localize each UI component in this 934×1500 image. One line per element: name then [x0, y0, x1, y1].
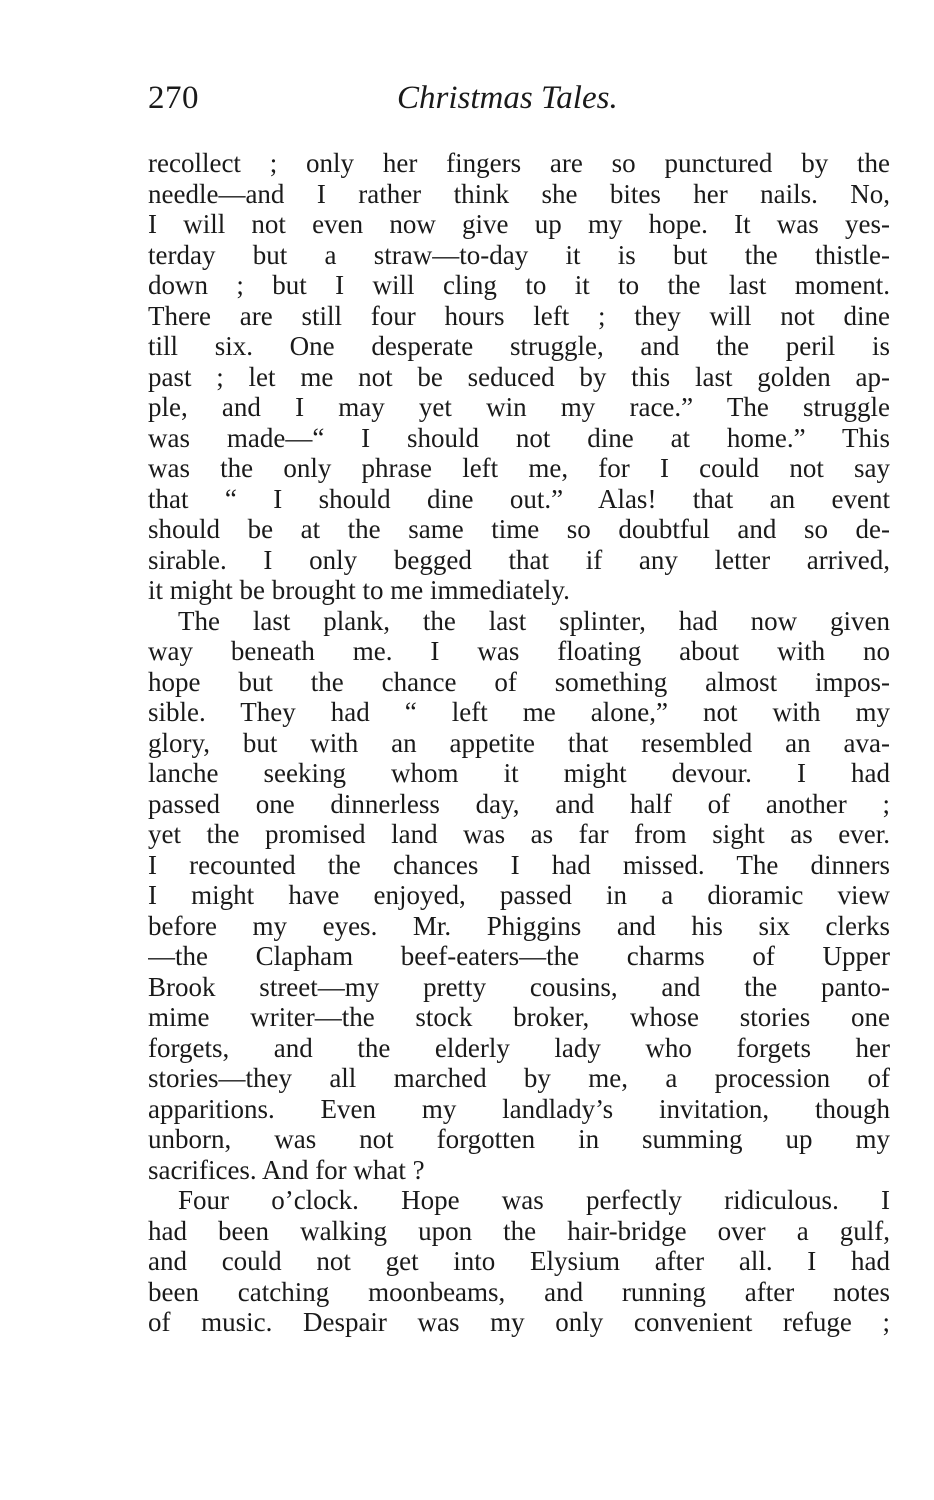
text-line: recollect ; only her fingers are so punctured by the	[148, 148, 890, 178]
running-title: Christmas Tales.	[397, 80, 618, 116]
text-line: it might be brought to me immediately.	[148, 575, 570, 605]
text-line: that “ I should dine out.” Alas! that an event	[148, 483, 890, 514]
text-line: sible. They had “ left me alone,” not with my	[148, 697, 890, 727]
text-line: yet the promised land was as far from sight as ever.	[148, 819, 890, 849]
text-line: unborn, was not forgotten in summing up my	[148, 1124, 890, 1154]
text-line: I will not even now give up my hope. It was yes-	[148, 209, 890, 239]
text-line: glory, but with an appetite that resembled an ava-	[148, 727, 890, 758]
page-number: 270	[148, 80, 199, 116]
running-header	[148, 80, 890, 124]
text-line: and could not get into Elysium after all. I had	[148, 1246, 890, 1276]
text-line: down ; but I will cling to it to the last moment.	[148, 270, 890, 300]
text-line: past ; let me not be seduced by this last golden ap-	[148, 361, 890, 392]
text-line: terday but a straw—to-day it is but the thistle-	[148, 239, 890, 270]
text-line: hope but the chance of something almost impos-	[148, 666, 890, 697]
text-line: been catching moonbeams, and running after notes	[148, 1276, 890, 1307]
text-line: apparitions. Even my landlady’s invitation, though	[148, 1093, 890, 1124]
text-line: The last plank, the last splinter, had now given	[178, 605, 890, 636]
body-text	[148, 148, 890, 1338]
text-line: needle—and I rather think she bites her nails. No,	[148, 178, 890, 209]
text-line: till six. One desperate struggle, and the peril is	[148, 331, 890, 361]
text-line: —the Clapham beef-eaters—the charms of Upper	[148, 941, 890, 971]
text-line: way beneath me. I was floating about with no	[148, 636, 890, 666]
text-line: was made—“ I should not dine at home.” This	[148, 422, 890, 453]
text-line: was the only phrase left me, for I could not say	[148, 453, 890, 483]
text-line: of music. Despair was my only convenient refuge ;	[148, 1307, 890, 1337]
text-line: I recounted the chances I had missed. The dinners	[148, 849, 890, 880]
text-line: Brook street—my pretty cousins, and the panto-	[148, 971, 890, 1002]
text-line: lanche seeking whom it might devour. I had	[148, 758, 890, 788]
text-line: had been walking upon the hair-bridge over a gulf,	[148, 1215, 890, 1246]
text-line: I might have enjoyed, passed in a dioramic view	[148, 880, 890, 910]
text-line: should be at the same time so doubtful and so de-	[148, 514, 890, 544]
text-line: Four o’clock. Hope was perfectly ridiculous. I	[178, 1185, 890, 1215]
text-line: passed one dinnerless day, and half of another ;	[148, 788, 890, 819]
text-line: There are still four hours left ; they will not dine	[148, 300, 890, 331]
text-line: ple, and I may yet win my race.” The struggle	[148, 392, 890, 422]
text-line: sirable. I only begged that if any letter arrived,	[148, 544, 890, 575]
text-line: stories—they all marched by me, a procession of	[148, 1063, 890, 1093]
text-line: forgets, and the elderly lady who forgets her	[148, 1032, 890, 1063]
text-line: before my eyes. Mr. Phiggins and his six clerks	[148, 910, 890, 941]
text-line: sacrifices. And for what ?	[148, 1154, 425, 1185]
text-line: mime writer—the stock broker, whose stories one	[148, 1002, 890, 1032]
